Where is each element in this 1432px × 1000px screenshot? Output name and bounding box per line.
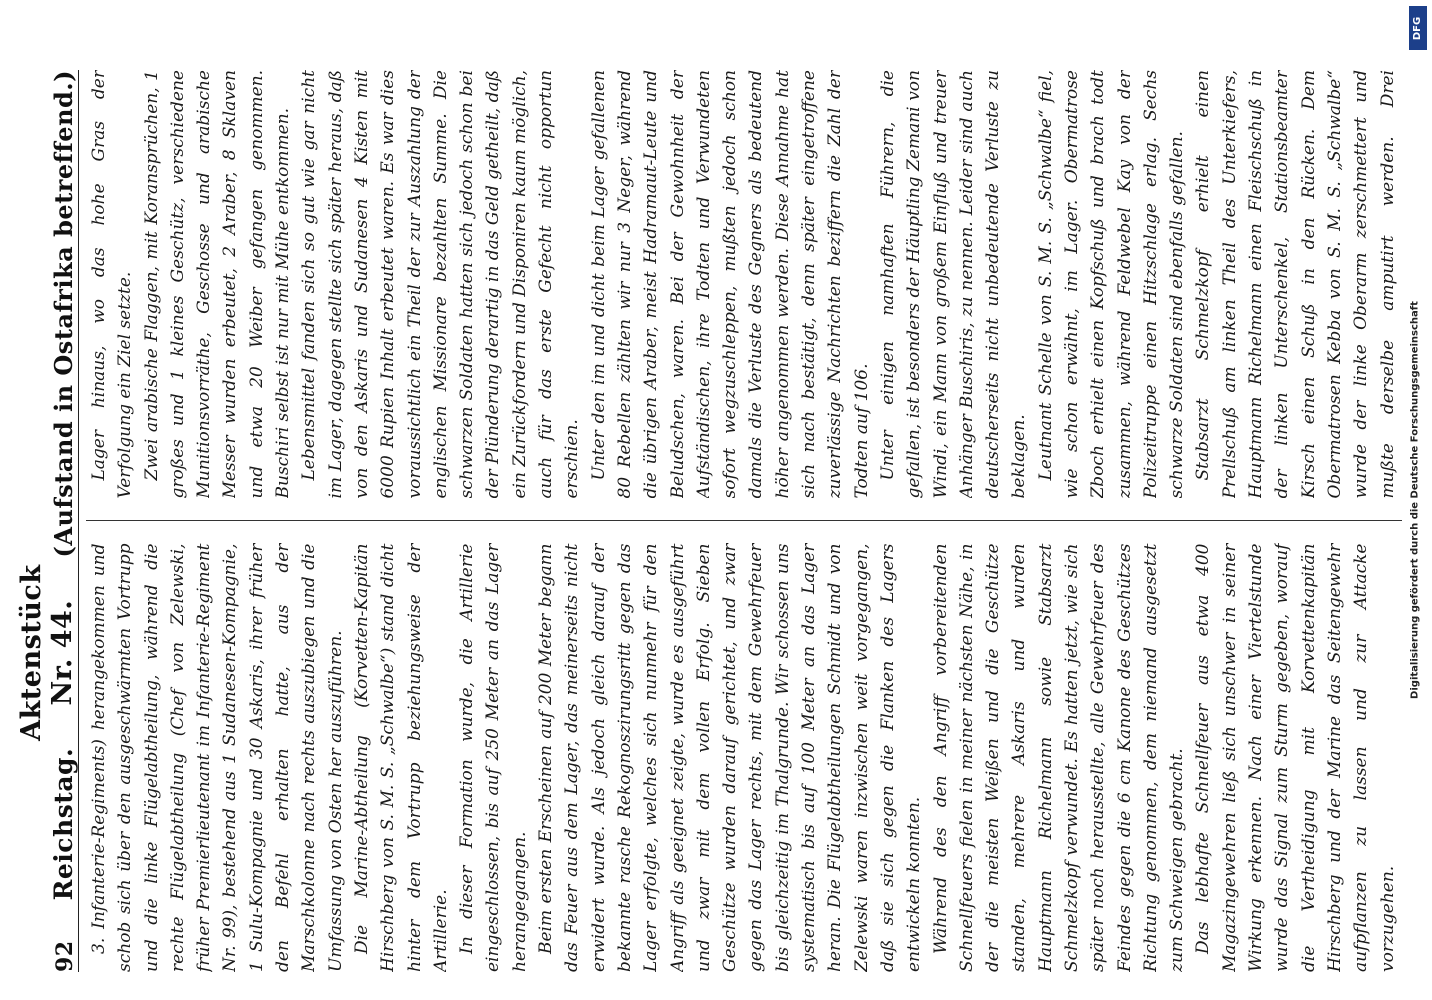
right-column-paragraph: Stabsarzt Schmelzkopf erhielt einen Prellschuß am linken Theil des Unterkiefers, Hauptmann Richelmann einen Fleischschuß in der linken Unterschenkel, Stationsbeamter Kirsch einen Schuß in den Rücken. Dem Obermatrosen Kebba von S. M. S. „Schwalbe“ wurde der linke Oberarm zerschmettert und mußte derselbe amputirt werden. Drei [1193, 70, 1398, 499]
header-left-title: Reichstag. [49, 747, 78, 901]
left-column-paragraph: In dieser Formation wurde, die Artillerie eingeschlossen, bis auf 250 Meter an das Lager herangegangen. [457, 543, 530, 972]
right-column-paragraph: Lebensmittel fanden sich so gut wie gar nicht im Lager, dagegen stellte sich später heraus, daß von den Askaris und Sudanesen 4 Kisten mit 6000 Rupien Inhalt erbeutet waren. Es war dies voraussichtlich ein Theil der zur Auszahlung der englischen Missionare bezahlten Summe. Die schwarzen Soldaten hatten sich jedoch schon bei der Plünderung derartig in das Geld getheilt, daß ein Zurückfordern und Disponiren kaum möglich, auch für das erste Gefecht nicht opportun erschien. [299, 70, 583, 499]
left-column-paragraph [1401, 544, 1402, 973]
left-column-paragraph: Während des den Angriff vorbereitenden Schnellfeuers fielen in meiner nächsten Nähe, in der die meisten Weißen und die Geschütze standen, mehrere Askaris und wurden Hauptmann Richelmann sowie Stabsarzt Schmelzkopf verwundet. Es hatten jetzt, wie sich später noch herausstellte, alle Gewehrfeuer des Feindes gegen die 6 cm Kanone des Geschützes Richtung genommen, dem niemand ausgesetzt zum Schweigen gebracht. [930, 543, 1188, 972]
left-column-paragraph: Die Marine-Abtheilung (Korvetten-Kapitän Hirschberg von S. M. S. „Schwalbe“) stand dicht hinter dem Vortrupp beziehungsweise der Artillerie. [351, 543, 451, 972]
text-columns [86, 70, 1402, 972]
page-number: 92 [52, 940, 78, 972]
right-column-paragraph: Leutnant Schelle von S. M. S. „Schwalbe“ fiel, wie schon erwähnt, im Lager. Obermatrose Zboch erhielt einen Kopfschuß und brach todt zusammen, während Feldwebel Kay von der Polizeitruppe einen Hitzschlage erlag. Sechs schwarze Soldaten sind ebenfalls gefallen. [1035, 70, 1188, 499]
running-header [16, 70, 79, 972]
dfg-logo-text: DFG [1412, 16, 1424, 40]
right-column-paragraph: Unter einigen namhaften Führern, die gefallen, ist besonders der Häuptling Zemani von Windi, ein Mann von großem Einfluß und treuer Anhänger Buschiris, zu nennen. Leider sind auch deutscherseits nicht unbedeutende Verluste zu beklagen. [877, 70, 1030, 499]
left-column-paragraph: Beim ersten Erscheinen auf 200 Meter begann das Feuer aus dem Lager, das meinerseits nicht erwidert wurde. Als jedoch gleich darauf der bekannte rasche Rekognoszirungsritt gegen das Lager erfolgte, welches sich nunmehr für den Angriff als geeignet zeigte, wurde es ausgeführt und zwar mit dem vollen Erfolg. Sieben Geschütze wurden darauf gerichtet, und zwar gegen das Lager rechts, mit dem Gewehrfeuer bis gleichzeitig im Thalgrunde. Wir schossen uns systematisch bis auf 100 Meter an das Lager heran. Die Flügelabtheilungen Schmidt und von Zelewski waren inzwischen weit vorgegangen, daß sie sich gegen die Flanken des Lagers entwickeln konnten. [536, 543, 925, 972]
watermark-text: Digitalisierung gefördert durch die Deutsche Forschungsgemeinschaft [1409, 301, 1421, 699]
digitization-watermark [1404, 0, 1426, 1000]
right-column-paragraph: Unter den im und dicht beim Lager gefallenen 80 Rebellen zählten wir nur 3 Neger, während die übrigen Araber, meist Hadramaut-Leute und Beludschen, waren. Bei der Gewohnheit der Aufständischen, ihre Todten und Verwundeten sofort wegzuschleppen, mußten jedoch schon damals die Verluste des Gegners als bedeutend höher angenommen werden. Diese Annahme hat sich nach bestätigt, denn später eingetroffene zuverlässige Nachrichten beziffern die Zahl der Todten auf 106. [588, 70, 872, 499]
column-divider [86, 521, 1402, 522]
right-column-paragraph: Lager hinaus, wo das hohe Gras der Verfolgung ein Ziel setzte. [89, 70, 136, 499]
right-column [86, 70, 1402, 499]
left-column [86, 544, 1402, 973]
right-column-paragraph: Zwei arabische Flaggen, mit Koransprüchen, 1 großes und 1 kleines Geschütz, verschiedene Munitionsvorräthe, Geschosse und arabische Messer wurden erbeutet, 2 Araber, 8 Sklaven und etwa 20 Weiber gefangen genommen. Buschiri selbst ist nur mit Mühe entkommen. [141, 70, 294, 499]
header-right-title: (Aufstand in Ostafrika betreffend.) [49, 70, 78, 558]
left-column-paragraph: 3. Infanterie-Regiments) herangekommen und schob sich über den ausgeschwärmten Vortrupp und die linke Flügelabtheilung, während die rechte Flügelabtheilung (Chef von Zelewski, früher Premierlieutenant im Infanterie-Regiment Nr. 99), bestehend aus 1 Sudanesen-Kompagnie, 1 Sulu-Kompagnie und 30 Askaris, ihrer früher den Befehl erhalten hatte, aus der Marschkolonne nach rechts auszubiegen und die Umfassung von Osten her auszuführen. [89, 543, 346, 972]
left-column-paragraph: Das lebhafte Schnellfeuer aus etwa 400 Magazingewehren ließ sich unschwer in seiner Wirkung erkennen. Nach einer Viertelstunde wurde das Signal zum Sturm gegeben, worauf die Vertheidigung mit Korvettenkapitän Hirschberg und der Marine das Seitengewehr aufpflanzen zu lassen und zur Attacke vorzugehen. [1193, 543, 1398, 972]
header-document-number: Aktenstück Nr. 44. [16, 564, 78, 741]
